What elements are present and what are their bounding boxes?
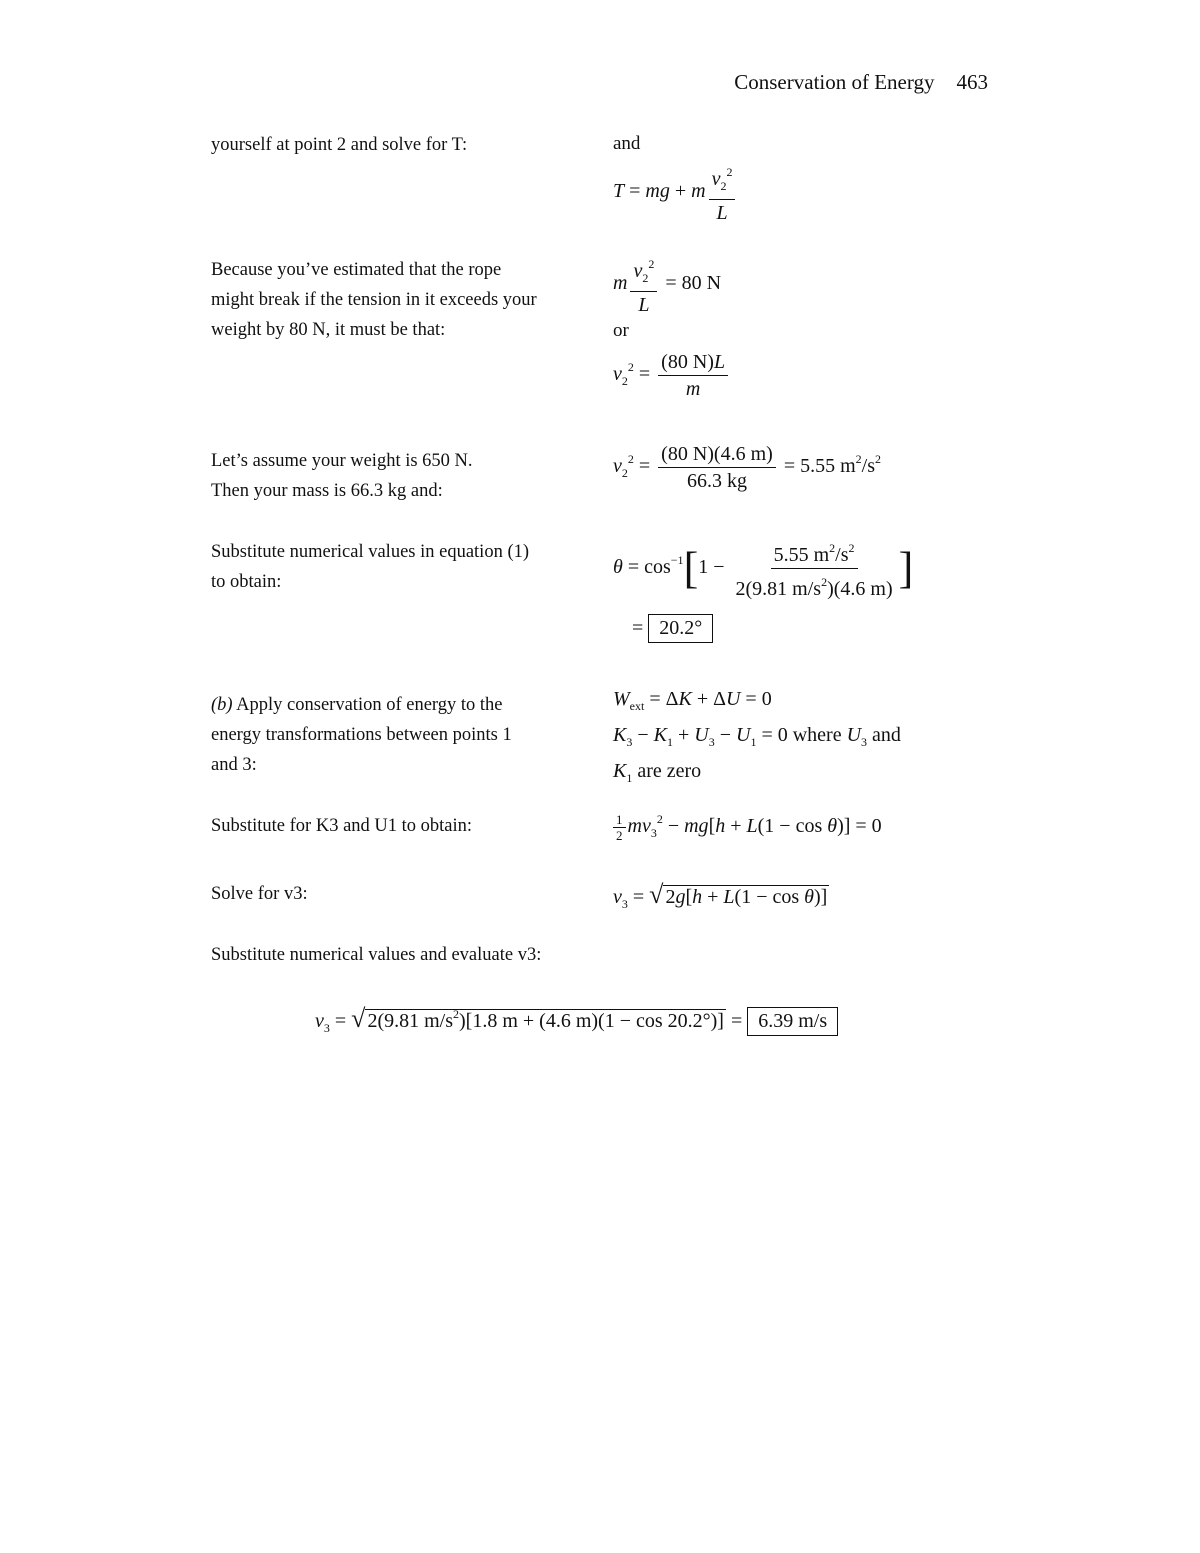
equation-k3-u1: $K_3 - K_1 + U_3 - U_1 = 0$ where $U_3$ and <box>613 724 901 749</box>
equation-force-80n: m $\frac{v_2^2}{L}$ = 80 N <box>613 252 721 317</box>
v3-answer-box: 6.39 m/s <box>747 1007 838 1036</box>
equation-energy-substituted: $\frac{1}{2}$ $mv_3^2 - mg[h + L(1 - \cos \theta)] = 0$ <box>613 812 882 842</box>
equation-tension: T = mg + m $\frac{v_2^2}{L}$ <box>613 160 738 225</box>
eq-label-and: and <box>613 133 641 154</box>
theta-answer-box: 20.2° <box>648 614 713 643</box>
part-b-label: (b) <box>211 695 233 715</box>
step-text-3a: Let’s assume your weight is 650 N. <box>211 451 473 471</box>
step-text-1: yourself at point 2 and solve for T: <box>211 135 468 155</box>
equation-v3-value: $v_3$ = √ 2(9.81 $m/s^2)[1.8$ m + (4.6 m)(1 − cos 20.2°)] = 6.39 m/s <box>315 1004 838 1036</box>
equation-work-energy: $W_{ext} = \Delta K + \Delta U = 0$ <box>613 688 772 713</box>
theta-result: = 20.2° <box>632 614 713 643</box>
step-text-3b: Then your mass is 66.3 kg and: <box>211 481 443 501</box>
eq-label-or: or <box>613 320 629 341</box>
step-text-5 <box>211 690 541 780</box>
equation-v2-value: $v_2^2$ = $\frac{(80 N)(4.6 m)}{66.3 kg}$ = 5.55 $m^2/s^2$ <box>613 443 881 492</box>
step-text-8: Substitute numerical values and evaluate v3: <box>211 945 542 965</box>
equation-v3-formula: $v_3$ = √ 2g[h + L(1 − cos θ)] <box>613 880 828 911</box>
step-text-7: Solve for v3: <box>211 884 308 904</box>
page-number: 463 <box>956 70 988 94</box>
step-text-5-body: Apply conservation of energy to the energy transformations between points 1 and 3: <box>211 695 512 775</box>
equation-k1-zero: $K_1$ are zero <box>613 760 702 785</box>
equation-v2-squared: $v_2^2$ = $\frac{(80 N)L}{m}$ <box>613 350 731 401</box>
step-text-2: Because you’ve estimated that the rope might break if the tension in it exceeds your weight by 80 N, it must be that: <box>211 260 537 340</box>
step-text-4: Substitute numerical values in equation (1) to obtain: <box>211 542 530 592</box>
step-text-6: Substitute for K3 and U1 to obtain: <box>211 816 473 836</box>
section-title: Conservation of Energy <box>734 70 935 94</box>
equation-theta: $\theta = \cos^{-1}[1$ − $\frac{5.55 m^2/s^2}{2(9.81 m/s^2)(4.6 m)}$ ] <box>613 536 913 601</box>
page-header <box>734 70 988 95</box>
